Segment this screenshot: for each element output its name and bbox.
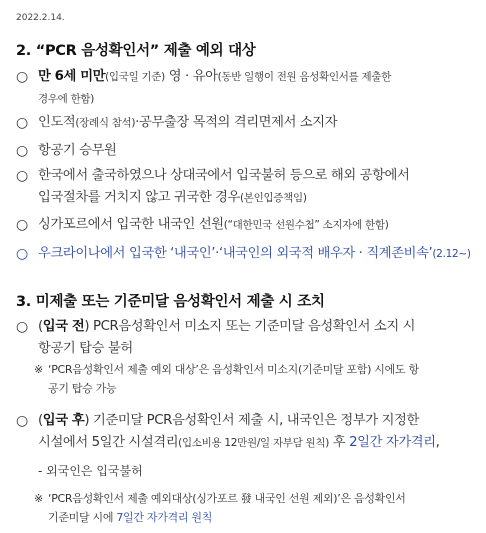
item-text: 후 — [329, 435, 350, 450]
item-text: 싱가포르에서 입국한 내국인 선원 — [38, 217, 224, 232]
item-text: 기준미달 PCR음성확인서 제출 시, 내국인은 정부가 지정한 — [89, 413, 419, 428]
exemption-item-4 — [16, 165, 478, 209]
item-text: 입국절차를 거치지 않고 귀국한 경우 — [38, 190, 240, 205]
paren-close: ) — [84, 413, 90, 428]
note-1 — [34, 360, 476, 398]
bullet-icon: ○ — [16, 69, 28, 85]
item-note: (입국일 기준) — [105, 71, 165, 83]
bullet-icon: ○ — [16, 168, 28, 184]
note-text: ‘PCR음성확인서 제출 예외대상(싱가포르 發 내국인 선원 제외)’은 음성확인서 — [48, 492, 406, 505]
bullet-icon: ○ — [16, 319, 28, 335]
document-date: 2022.2.14. — [16, 13, 65, 23]
exemption-item-3 — [16, 140, 478, 162]
item-note: (동반 일행이 전원 음성확인서를 제출한 — [217, 71, 392, 83]
note-highlight: 7일간 자가격리 원칙 — [116, 511, 213, 524]
exemption-item-1 — [16, 66, 478, 110]
bullet-icon: ○ — [16, 217, 28, 233]
note-mark: ※ — [34, 363, 43, 376]
section2-title: 2. “PCR 음성확인서” 제출 예외 대상 — [16, 43, 256, 59]
item-text: 한국에서 출국하였으나 상대국에서 입국불허 등으로 해외 공항에서 — [38, 168, 410, 183]
item-text: 영 · 유아 — [164, 69, 218, 84]
item-emphasis: 입국 전 — [42, 319, 85, 334]
item-text: 시설에서 5일간 시설격리 — [38, 435, 179, 450]
item-note: (“대한민국 선원수첩” 소지자에 한함) — [223, 219, 389, 231]
item-note: 경우에 한함) — [38, 93, 95, 105]
item-note: (본인입증책임) — [239, 192, 307, 204]
note-text: ‘PCR음성확인서 제출 예외 대상’은 음성확인서 미소지(기준미달 포함) 시에도 항 — [48, 363, 419, 376]
note-text: 기준미달 시에 — [48, 511, 117, 524]
bullet-icon: ○ — [16, 413, 28, 429]
note-text: 공기 탑승 가능 — [48, 382, 117, 395]
item-emphasis: 입국 후 — [42, 413, 85, 428]
item-note: (입소비용 12만원/일 자부담 원칙) — [178, 437, 329, 449]
item-text: PCR음성확인서 미소지 또는 기준미달 음성확인서 소지 시 — [89, 319, 416, 334]
item-highlight: 2일간 자가격리 — [349, 435, 436, 450]
note-mark: ※ — [34, 492, 43, 505]
item-emphasis: 만 6세 미만 — [38, 69, 106, 84]
bullet-icon: ○ — [16, 115, 28, 131]
bullet-icon: ○ — [16, 143, 28, 159]
bullet-icon: ○ — [16, 246, 28, 262]
item-note: (2.12~) — [432, 248, 471, 260]
paren-close: ) — [84, 319, 90, 334]
measure-item-before-entry — [16, 316, 478, 360]
measure-item-after-entry — [16, 410, 478, 454]
paren-open: ( — [38, 319, 43, 334]
paren-open: ( — [38, 413, 43, 428]
exemption-item-6 — [16, 243, 478, 265]
item-text: 항공기 승무원 — [38, 143, 117, 158]
exemption-item-2 — [16, 112, 478, 134]
foreigner-note: - 외국인은 입국불허 — [38, 464, 143, 478]
section3-title: 3. 미제출 또는 기준미달 음성확인서 제출 시 조치 — [16, 294, 325, 310]
exemption-item-5 — [16, 214, 478, 236]
item-text: , — [435, 435, 440, 450]
item-text: ·공무출장 목적의 격리면제서 소지자 — [135, 115, 338, 130]
item-text: 항공기 탑승 불허 — [38, 341, 133, 356]
item-text: 인도적 — [38, 115, 76, 130]
note-2 — [34, 489, 476, 527]
item-note: (장례식 참석) — [75, 117, 136, 129]
item-text: 우크라이나에서 입국한 ‘내국인’·‘내국인의 외국적 배우자 · 직계존비속’ — [38, 246, 433, 261]
